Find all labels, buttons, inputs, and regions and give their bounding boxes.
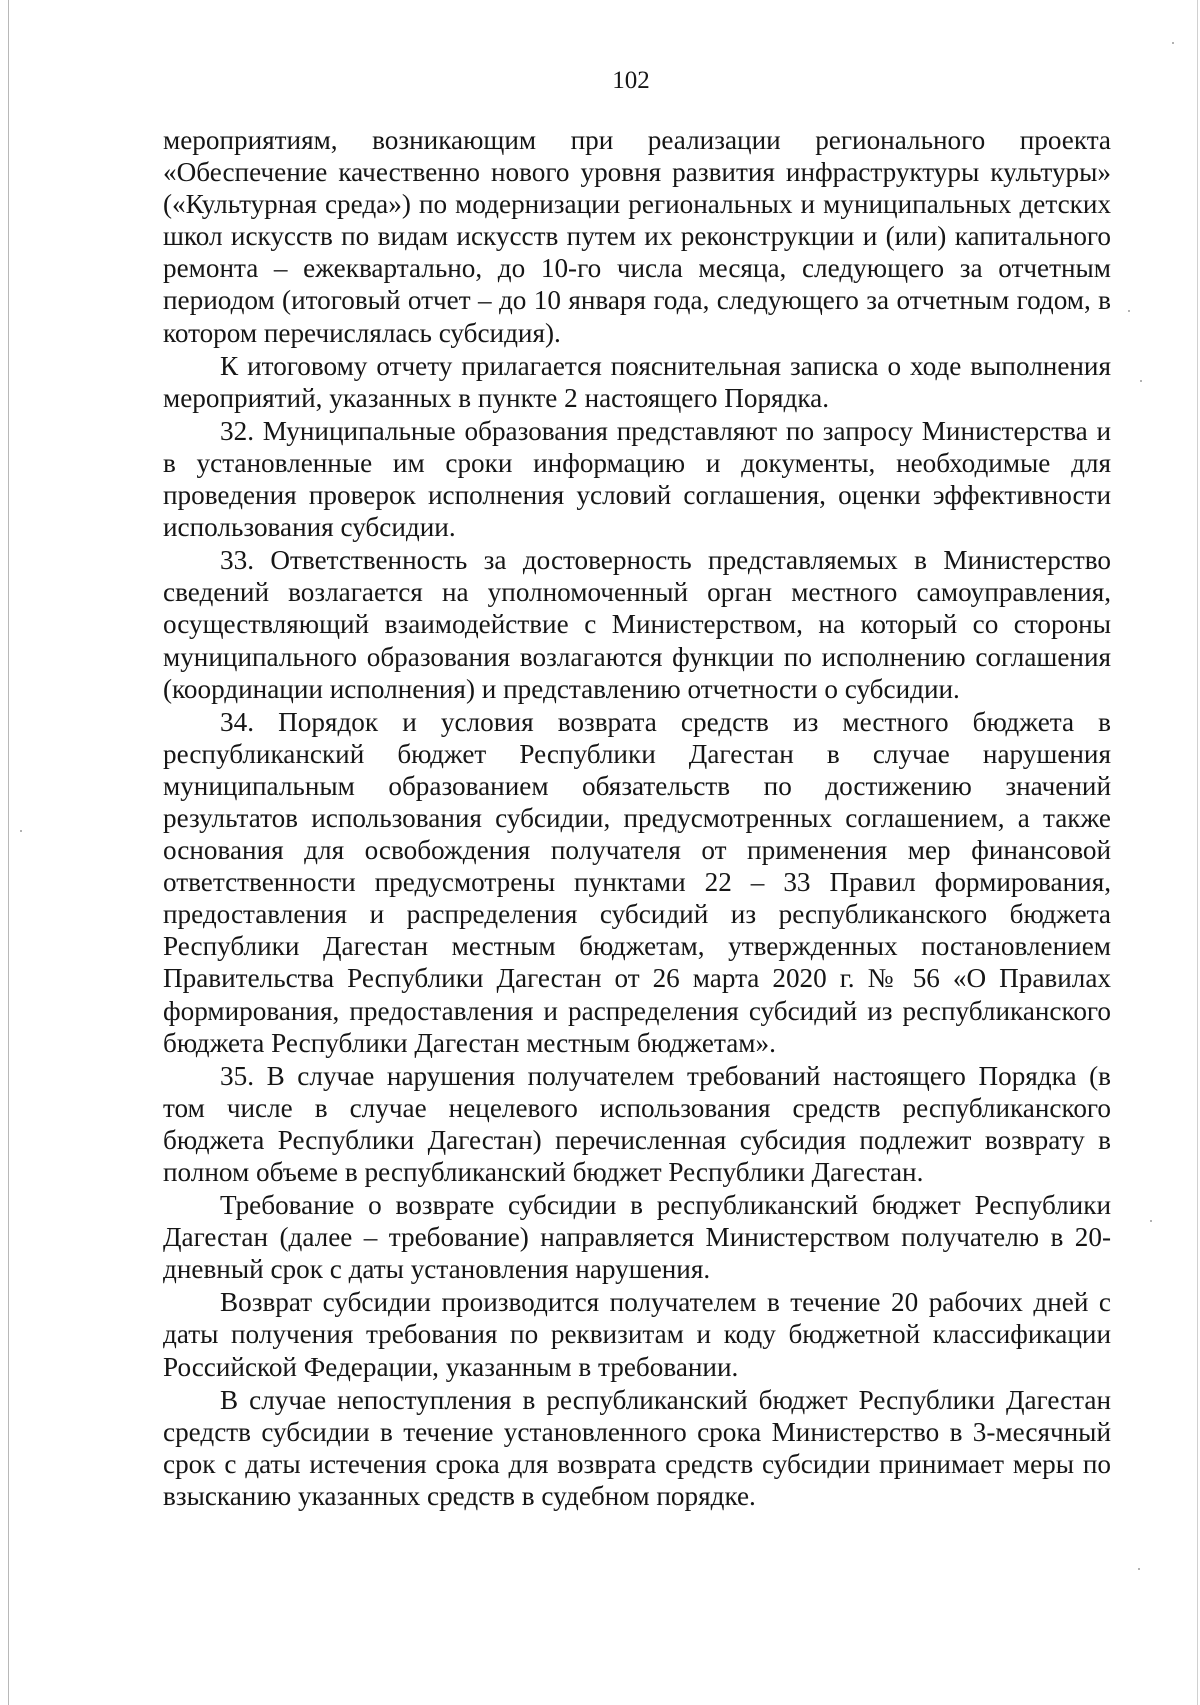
paragraph: мероприятиям, возникающим при реализации регионального проекта «Обеспечение качественно нового уровня развития инфраструктуры культуры» («Культурная среда») по модернизации региональных и муниципальных детских школ искусств по видам искусств путем их реконструкции и (или) капитального ремонта – ежеквартально, до 10-го числа месяца, следующего за отчетным периодом (итоговый отчет – до 10 января года, следующего за отчетным годом, в котором перечислялась субсидия).	[163, 125, 1111, 348]
scan-edge-left	[8, 0, 9, 1705]
paragraph: Требование о возврате субсидии в республиканский бюджет Республики Дагестан (далее – требование) направляется Министерством получателю в 20-дневный срок с даты установления нарушения.	[163, 1190, 1111, 1285]
scan-speck	[1128, 310, 1130, 312]
paragraph: 32. Муниципальные образования представляют по запросу Министерства и в установленные им сроки информацию и документы, необходимые для проведения проверок исполнения условий соглашения, оценки эффективности использования субсидии.	[163, 415, 1111, 543]
scan-edge-right	[1197, 0, 1198, 1705]
paragraph: 34. Порядок и условия возврата средств из местного бюджета в республиканский бюджет Республики Дагестан в случае нарушения муниципальным образованием обязательств по достижению значений результатов использования субсидии, предусмотренных соглашением, а также основания для освобождения получателя от применения мер финансовой ответственности предусмотрены пунктами 22 – 33 Правил формирования, предоставления и распределения субсидий из республиканского бюджета Республики Дагестан местным бюджетам, утвержденных постановлением Правительства Республики Дагестан от 26 марта 2020 г. № 56 «О Правилах формирования, предоставления и распределения субсидий из республиканского бюджета Республики Дагестан местным бюджетам».	[163, 706, 1111, 1058]
paragraph: К итоговому отчету прилагается пояснительная записка о ходе выполнения мероприятий, указанных в пункте 2 настоящего Порядка.	[163, 350, 1111, 413]
scan-speck	[1140, 380, 1142, 382]
scan-speck	[1138, 1568, 1140, 1570]
paragraph: В случае непоступления в республиканский бюджет Республики Дагестан средств субсидии в течение установленного срока Министерство в 3-месячный срок с даты истечения срока для возврата средств субсидии принимает меры по взысканию указанных средств в судебном порядке.	[163, 1384, 1111, 1511]
paragraph: Возврат субсидии производится получателем в течение 20 рабочих дней с даты получения требования по реквизитам и коду бюджетной классификации Российской Федерации, указанным в требовании.	[163, 1287, 1111, 1382]
paragraph: 35. В случае нарушения получателем требований настоящего Порядка (в том числе в случае нецелевого использования средств республиканского бюджета Республики Дагестан) перечисленная субсидия подлежит возврату в полном объеме в республиканский бюджет Республики Дагестан.	[163, 1060, 1111, 1187]
page-number: 102	[612, 67, 650, 94]
scan-speck	[1150, 1220, 1152, 1222]
paragraph: 33. Ответственность за достоверность представляемых в Министерство сведений возлагается на уполномоченный орган местного самоуправления, осуществляющий взаимодействие с Министерством, на который со стороны муниципального образования возлагаются функции по исполнению соглашения (координации исполнения) и представлению отчетности о субсидии.	[163, 545, 1111, 704]
scan-speck	[1172, 42, 1174, 44]
scan-speck	[20, 830, 22, 832]
document-body	[163, 124, 1111, 1513]
